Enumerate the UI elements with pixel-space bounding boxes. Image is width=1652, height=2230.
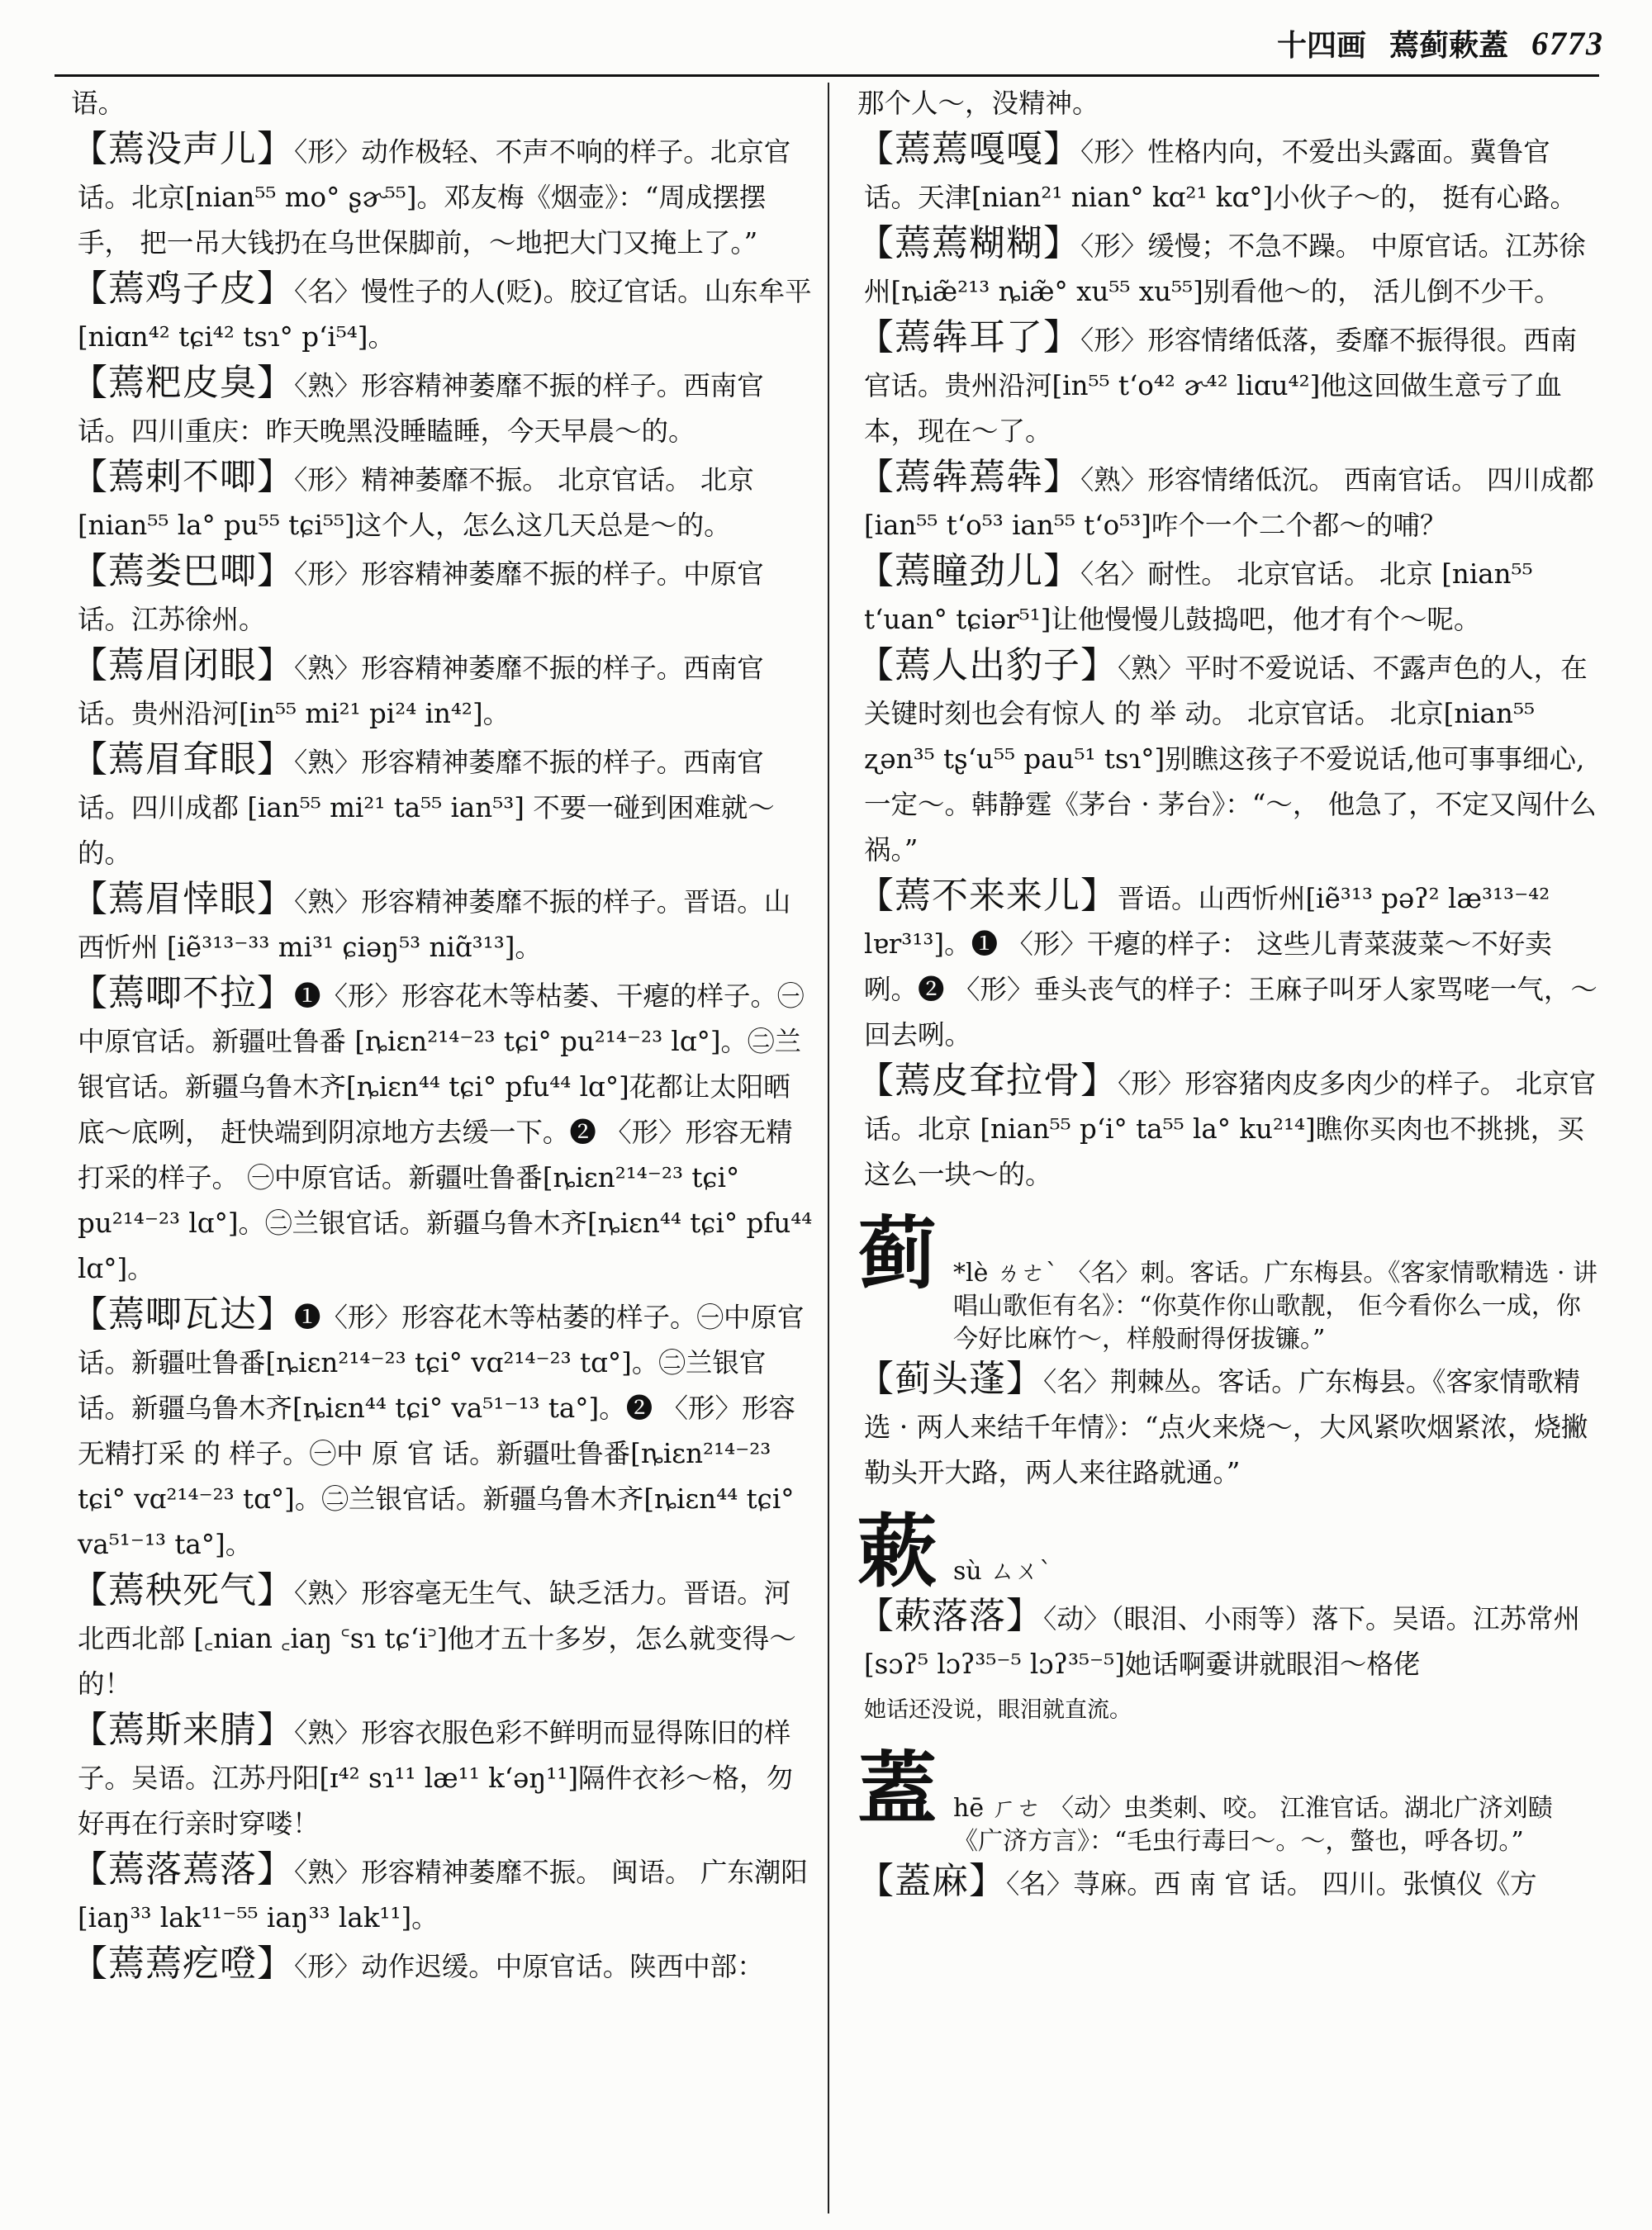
dictionary-entry <box>71 1941 814 1990</box>
entry-definition: ❶〈形〉形容花木等枯萎的样子。㊀中原官话。新疆吐鲁番[ȵiɛn²¹⁴⁻²³ tɕi° vɑ²¹⁴⁻²³ tɑ°]。㊁兰银官话。新疆乌鲁木齐[ȵiɛn⁴⁴ tɕi° va⁵¹⁻¹³ ta°]。❷ 〈形〉形容无精打采 的 样子。㊀中 原 官 话。新疆吐鲁番[ȵiɛn²¹⁴⁻²³ tɕi° vɑ²¹⁴⁻²³ tɑ°]。㊁兰银官话。新疆乌鲁木齐[ȵiɛn⁴⁴ tɕi° va⁵¹⁻¹³ ta°]。 <box>78 1302 805 1560</box>
entry-headword: 【 蓟头蓬 】 <box>857 1358 1043 1400</box>
entry-definition: 〈熟〉形容精神萎靡不振的样子。西南官话。贵州沿河[in⁵⁵ mi²¹ pi²⁴ in⁴²]。 <box>78 652 764 729</box>
entry-definition: 〈形〉性格内向，不爱出头露面。冀鲁官话。天津[nian²¹ nian° kɑ²¹ kɑ°]小伙子～的， 挺有心路。 <box>864 136 1578 213</box>
entry-headword: 【 蔫唧瓦达 】 <box>71 1293 294 1336</box>
dictionary-entry <box>71 1707 814 1847</box>
dictionary-entry <box>857 1858 1601 1907</box>
entry-headword: 【 蓋麻 】 <box>857 1860 1006 1902</box>
dictionary-entry <box>71 1847 814 1941</box>
entry-definition: 〈熟〉形容精神萎靡不振。 闽语。 广东潮阳[iaŋ³³ lak¹¹⁻⁵⁵ iaŋ³³ lak¹¹]。 <box>78 1857 808 1933</box>
char-pronunciation: sù ㄙㄨˋ <box>953 1557 1052 1586</box>
entry-headword: 【 蔫蔫嘎嘎 】 <box>857 128 1080 170</box>
entry-headword: 【 蔫唧不拉 】 <box>71 972 294 1014</box>
page-header <box>1277 18 1604 68</box>
entry-definition: 〈形〉缓慢；不急不躁。 中原官话。江苏徐州[ȵiæ̃²¹³ ȵiæ̃° xu⁵⁵ xu⁵⁵]别看他～的， 活儿倒不少干。 <box>864 230 1586 307</box>
dictionary-entry <box>857 548 1601 643</box>
entry-headword: 【 蔫犇耳了 】 <box>857 316 1080 358</box>
dictionary-entry <box>857 126 1601 221</box>
dictionary-entry <box>857 454 1601 548</box>
entry-definition: 晋语。山西忻州[iẽ³¹³ pəʔ² læ³¹³⁻⁴² lɐr³¹³]。❶ 〈形〉干瘪的样子： 这些儿青菜菠菜～不好卖咧。❷ 〈形〉垂头丧气的样子：王麻子叫牙人家骂咾一气，～回去咧。 <box>864 883 1597 1051</box>
entry-headword: 【 蔫蔫糊糊 】 <box>857 222 1080 264</box>
entry-headword: 【 蔌落落 】 <box>857 1595 1043 1637</box>
char-heading-he <box>857 1742 1601 1858</box>
entry-definition: 〈名〉荨麻。西 南 官 话。 四川。张慎仪《方 <box>1006 1868 1537 1900</box>
entry-headword: 【 蔫人出豹子 】 <box>857 644 1118 686</box>
entry-headword: 【 蔫落蔫落 】 <box>71 1848 294 1891</box>
entry-definition: 〈动〉（眼泪、小雨等）落下。吴语。江苏常州[sɔʔ⁵ lɔʔ³⁵⁻⁵ lɔʔ³⁵⁻⁵]她话啊嫑讲就眼泪～格佬 <box>864 1603 1581 1680</box>
dictionary-entry <box>71 643 814 737</box>
entry-headword: 【 蔫眉闭眼 】 <box>71 644 294 686</box>
dictionary-entry <box>857 1593 1601 1733</box>
page-number: 6773 <box>1531 24 1604 62</box>
entry-headword: 【 蔫斯来腈 】 <box>71 1709 294 1751</box>
entry-gloss: 她话还没说，眼泪就直流。 <box>864 1697 1132 1723</box>
right-entries-c <box>857 1593 1601 1733</box>
entry-headword: 【 蔫秧死气 】 <box>71 1569 294 1611</box>
dictionary-entry <box>857 1058 1601 1198</box>
entry-headword: 【 蔫鸡子皮 】 <box>71 268 294 310</box>
entry-definition: 〈名〉耐性。 北京官话。 北京 [nian⁵⁵ t‘uan° tɕiər⁵¹]让他慢慢儿鼓捣吧，他才有个～呢。 <box>864 558 1533 635</box>
dictionary-entry <box>71 970 814 1292</box>
entry-definition: 〈形〉形容猪肉皮多肉少的样子。 北京官话。北京 [nian⁵⁵ p‘i° ta⁵⁵ la° ku²¹⁴]瞧你买肉也不挑挑，买这么一块～的。 <box>864 1068 1597 1190</box>
entry-headword: 【 蔫犇蔫犇 】 <box>857 456 1080 498</box>
header-section: 十四画 <box>1276 27 1366 63</box>
entry-definition: 〈形〉精神萎靡不振。 北京官话。 北京[nian⁵⁵ la° pu⁵⁵ tɕi⁵⁵]这个人，怎么这几天总是～的。 <box>78 464 754 541</box>
entry-definition: 〈名〉荆棘丛。客话。广东梅县。《客家情歌精选 · 两人来结千年情》：“点火来烧～，大风紧吹烟紧浓，烧撇勒头开大路，两人来往路就通。” <box>864 1366 1588 1488</box>
char-glyph: 蔌 <box>857 1505 937 1598</box>
char-definition <box>953 1792 1601 1858</box>
right-entries-d <box>857 1858 1601 1907</box>
entry-headword: 【 蔫蔫疙噔 】 <box>71 1943 294 1985</box>
entry-headword: 【 蔫眉悻眼 】 <box>71 878 294 920</box>
dictionary-entry <box>71 1292 814 1568</box>
char-pronunciation: *lè ㄌㄜˋ <box>953 1259 1058 1288</box>
entry-headword: 【 蔫不来来儿 】 <box>857 875 1118 917</box>
entry-definition: 〈形〉形容情绪低落，委靡不振得很。西南官话。贵州沿河[in⁵⁵ t‘o⁴² ɚ⁴² liɑu⁴²]他这回做生意亏了血本，现在～了。 <box>864 325 1578 447</box>
dictionary-entry <box>857 873 1601 1058</box>
entry-headword: 【 蔫剌不唧 】 <box>71 456 294 498</box>
dictionary-entry <box>71 737 814 876</box>
dictionary-entry <box>71 266 814 360</box>
entry-definition: 〈熟〉形容精神萎靡不振的样子。晋语。山西忻州 [iẽ³¹³⁻³³ mi³¹ ɕiəŋ⁵³ niɑ̃³¹³]。 <box>78 886 791 963</box>
right-entries-a <box>857 126 1601 1198</box>
column-divider <box>828 83 829 2213</box>
dictionary-entry <box>71 360 814 454</box>
continuation-text: 那个人～，没精神。 <box>857 88 1099 119</box>
entry-headword: 【 蔫皮耷拉骨 】 <box>857 1060 1118 1102</box>
entry-headword: 【 蔫瞳劲儿 】 <box>857 550 1080 592</box>
entry-headword: 【 蔫娄巴唧 】 <box>71 550 294 592</box>
entry-headword: 【 蔫粑皮臭 】 <box>71 362 294 404</box>
char-text: 〈名〉刺。客话。广东梅县。《客家情歌精选 · 讲唱山歌佢有名》：“你莫作你山歌靓， 佢今看你么一成，你今好比麻竹～，样般耐得伢拔镰。” <box>953 1259 1598 1354</box>
right-entries-b <box>857 1356 1601 1496</box>
entry-definition: 〈形〉动作迟缓。中原官话。陕西中部： <box>294 1951 764 1982</box>
dictionary-entry <box>857 315 1601 454</box>
char-glyph: 蓟 <box>857 1207 937 1300</box>
char-heading-su <box>857 1505 1601 1598</box>
dictionary-entry <box>71 548 814 643</box>
dictionary-entry <box>857 1356 1601 1496</box>
left-column <box>71 81 814 1990</box>
entry-definition: 〈名〉慢性子的人(贬)。胶辽官话。山东牟平[niɑn⁴² tɕi⁴² tsɿ° p‘i⁵⁴]。 <box>78 276 812 353</box>
header-chars: 蔫蓟蔌蓋 <box>1389 27 1508 63</box>
entry-definition: ❶〈形〉形容花木等枯萎、干瘪的样子。㊀中原官话。新疆吐鲁番 [ȵiɛn²¹⁴⁻²³ tɕi° pu²¹⁴⁻²³ lɑ°]。㊁兰银官话。新疆乌鲁木齐[ȵiɛn⁴⁴ tɕi° pfu⁴⁴ lɑ°]花都让太阳晒底～底咧， 赶快端到阴凉地方去缓一下。❷ 〈形〉形容无精打采的样子。 ㊀中原官话。新疆吐鲁番[ȵiɛn²¹⁴⁻²³ tɕi° pu²¹⁴⁻²³ lɑ°]。㊁兰银官话。新疆乌鲁木齐[ȵiɛn⁴⁴ tɕi° pfu⁴⁴ lɑ°]。 <box>78 980 813 1284</box>
dictionary-entry <box>857 221 1601 315</box>
header-rule <box>55 74 1599 77</box>
dictionary-entry <box>71 876 814 970</box>
dictionary-entry <box>71 454 814 548</box>
entry-definition: 〈熟〉形容衣服色彩不鲜明而显得陈旧的样子。吴语。江苏丹阳[ɪ⁴² sɿ¹¹ læ¹¹ k‘əŋ¹¹]隔件衣衫～格，勿好再在行亲时穿喽！ <box>78 1717 793 1839</box>
entry-definition: 〈形〉形容精神萎靡不振的样子。中原官话。江苏徐州。 <box>78 558 764 635</box>
char-glyph: 蓋 <box>857 1742 937 1835</box>
entry-definition: 〈形〉动作极轻、不声不响的样子。北京官话。北京[nian⁵⁵ mo° ʂɚ⁵⁵]。邓友梅《烟壶》：“周成摆摆手， 把一吊大钱扔在乌世保脚前，～地把大门又掩上了。” <box>78 136 791 259</box>
entry-definition: 〈熟〉形容毫无生气、缺乏活力。晋语。河北西北部 [꜀nian ꜀iaŋ ꜂sɿ tɕ‘i꜄]他才五十多岁，怎么就变得～的！ <box>78 1578 796 1700</box>
entry-definition: 〈熟〉平时不爱说话、不露声色的人，在关键时刻也会有惊人 的 举 动。 北京官话。 北京[nian⁵⁵ ʐən³⁵ tʂ‘u⁵⁵ pau⁵¹ tsɿ°]别瞧这孩子不爱说话,他可事事细心,一定～。韩静霆《茅台 · 茅台》：“～， 他急了，不定又闯什么祸。” <box>864 652 1597 866</box>
dictionary-entry <box>71 126 814 266</box>
entry-definition: 〈熟〉形容情绪低沉。 西南官话。 四川成都 [ian⁵⁵ t‘o⁵³ ian⁵⁵ t‘o⁵³]咋个一个二个都～的哺？ <box>864 464 1594 541</box>
continuation-text: 语。 <box>71 88 126 119</box>
entry-definition: 〈熟〉形容精神萎靡不振的样子。西南官话。四川成都 [ian⁵⁵ mi²¹ ta⁵⁵ ian⁵³] 不要一碰到困难就～的。 <box>78 747 775 869</box>
dictionary-entry <box>857 643 1601 873</box>
char-pronunciation: hē ㄏㄜ <box>953 1794 1042 1823</box>
left-entries <box>71 126 814 1990</box>
right-column <box>857 81 1601 1907</box>
entry-headword: 【 蔫眉耷眼 】 <box>71 738 294 780</box>
char-definition <box>953 1257 1601 1356</box>
char-heading-ji <box>857 1207 1601 1356</box>
entry-headword: 【 蔫没声儿 】 <box>71 128 294 170</box>
dictionary-entry <box>71 1568 814 1707</box>
entry-definition: 〈熟〉形容精神萎靡不振的样子。西南官话。四川重庆：昨天晚黑没睡瞌睡，今天早晨～的。 <box>78 370 764 447</box>
char-text: 〈动〉虫类刺、咬。 江淮官话。湖北广济刘赜《广济方言》：“毛虫行毒曰～。～，螫也，呼各切。” <box>953 1794 1553 1856</box>
